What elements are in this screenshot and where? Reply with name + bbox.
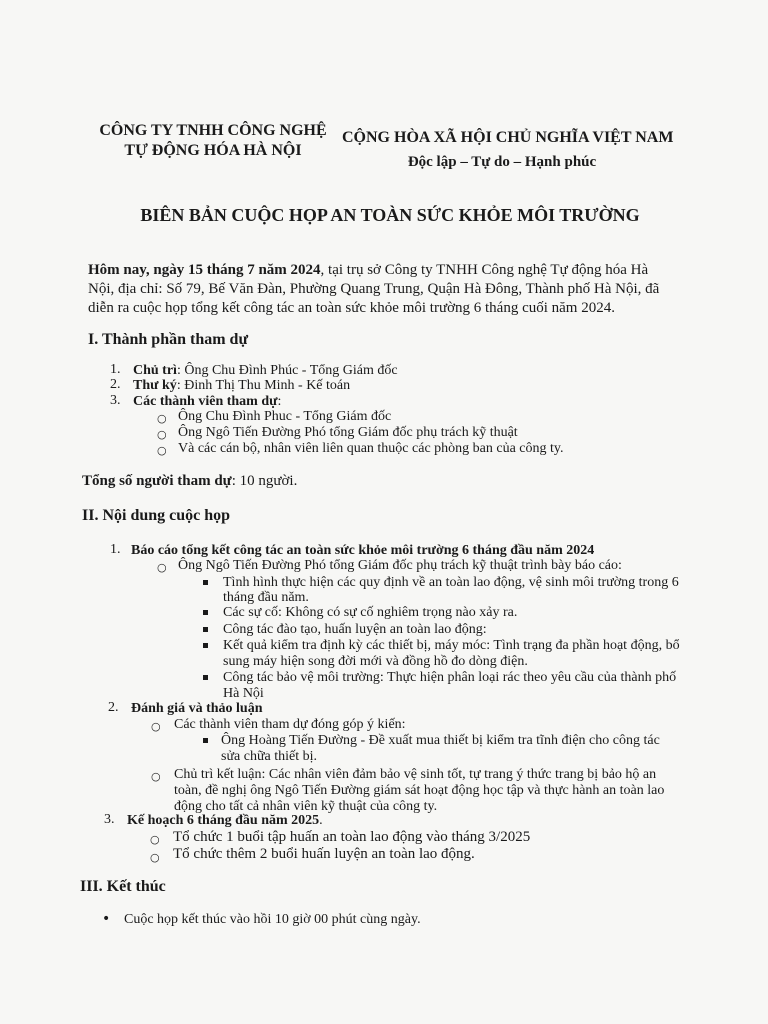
members-colon: : [277, 394, 282, 409]
list-number: 2. [108, 700, 119, 715]
circle-bullet-icon: ○ [157, 561, 167, 574]
attendee-total [82, 472, 297, 491]
company-name-line1: CÔNG TY TNHH CÔNG NGHỆ [99, 122, 327, 139]
report-point-line2: sung máy hiện song đời mới và đồng hồ đo dòng điện. [223, 654, 528, 669]
secretary-label: Thư ký [133, 378, 177, 393]
square-bullet-icon [203, 675, 208, 680]
circle-bullet-icon: ○ [150, 833, 160, 846]
plan-item: Tổ chức thêm 2 buổi huấn luyện an toàn lao động. [173, 846, 475, 862]
report-point-line1: Các sự cố: Không có sự cố nghiêm trọng nào xảy ra. [223, 605, 518, 620]
section-3-heading: III. Kết thúc [80, 878, 166, 895]
section-2-heading: II. Nội dung cuộc họp [82, 507, 231, 524]
circle-bullet-icon: ○ [157, 444, 167, 457]
report-point-line1: Tình hình thực hiện các quy định về an toàn lao động, vệ sinh môi trường trong 6 [223, 575, 679, 590]
proposal-line2: sửa chữa thiết bị. [221, 749, 318, 764]
intro-line-1-rest: , tại trụ sở Công ty TNHH Công nghệ Tự động hóa Hà [320, 262, 649, 278]
document-title: BIÊN BẢN CUỘC HỌP AN TOÀN SỨC KHỎE MÔI TRƯỜNG [140, 205, 640, 225]
members-label: Các thành viên tham dự [133, 394, 278, 409]
report-title: Báo cáo tổng kết công tác an toàn sức khỏe môi trường 6 tháng đầu năm 2024 [131, 543, 595, 558]
conclusion-line3: động cho tất cả nhân viên kỹ thuật của công ty. [174, 799, 438, 814]
report-point-line1: Công tác bảo vệ môi trường: Thực hiện phân loại rác theo yêu cầu của thành phố [223, 670, 677, 685]
section-1-heading: I. Thành phần tham dự [88, 331, 249, 348]
member-item: Ông Chu Đình Phuc - Tổng Giám đốc [178, 409, 392, 424]
conclusion-line2: toàn, đề nghị ông Ngô Tiến Đường giám sát hoạt động học tập và thực hành an toàn lao [174, 783, 665, 798]
report-point-line1: Kết quả kiểm tra định kỳ các thiết bị, máy móc: Tình trạng đa phần hoạt động, bổ [223, 638, 680, 653]
square-bullet-icon [203, 643, 208, 648]
list-number: 2. [110, 377, 121, 392]
circle-bullet-icon: ○ [151, 720, 161, 733]
list-number: 1. [110, 362, 121, 377]
intro-line-3: diễn ra cuộc họp tổng kết công tác an toàn sức khỏe môi trường 6 tháng cuối năm 2024. [88, 300, 615, 316]
closing-statement: Cuộc họp kết thúc vào hồi 10 giờ 00 phút cùng ngày. [124, 912, 421, 927]
secretary-value: : Đinh Thị Thu Minh - Kế toán [176, 378, 351, 393]
list-number: 3. [104, 812, 115, 827]
report-point-line2: tháng đầu năm. [223, 590, 309, 605]
attendee-total-value: : 10 người. [231, 473, 298, 489]
members-comment: Các thành viên tham dự đóng góp ý kiến: [174, 717, 406, 732]
square-bullet-icon [203, 738, 208, 743]
list-number: 3. [110, 393, 121, 408]
report-point-line1: Công tác đào tạo, huấn luyện an toàn lao động: [223, 622, 487, 637]
square-bullet-icon [203, 610, 208, 615]
plan-item: Tổ chức 1 buổi tập huấn an toàn lao động vào tháng 3/2025 [173, 829, 531, 845]
report-point-line2: Hà Nội [223, 686, 264, 701]
member-item: Ông Ngô Tiến Đường Phó tổng Giám đốc phụ trách kỹ thuật [178, 425, 518, 440]
meeting-date: Hôm nay, ngày 15 tháng 7 năm 2024 [88, 262, 321, 278]
chair-label: Chủ trì [133, 363, 177, 378]
circle-bullet-icon: ○ [151, 770, 161, 783]
intro-line-1 [88, 261, 648, 280]
chair-value: : Ông Chu Đình Phúc - Tổng Giám đốc [176, 363, 398, 378]
proposal-line1: Ông Hoàng Tiến Đường - Đề xuất mua thiết bị kiểm tra tĩnh điện cho công tác [221, 733, 660, 748]
attendee-total-label: Tổng số người tham dự [82, 473, 232, 489]
list-number: 1. [110, 542, 121, 557]
circle-bullet-icon: ○ [157, 428, 167, 441]
plan-title-suffix: . [319, 813, 323, 828]
intro-line-2: Nội, địa chỉ: Số 79, Bế Văn Đàn, Phường Quang Trung, Quận Hà Đông, Thành phố Hà Nội, đã [88, 281, 660, 297]
company-name-line2: TỰ ĐỘNG HÓA HÀ NỘI [124, 142, 302, 159]
bullet-icon: • [102, 911, 111, 927]
discussion-title: Đánh giá và thảo luận [131, 701, 263, 716]
conclusion-line1: Chủ trì kết luận: Các nhân viên đảm bảo vệ sinh tốt, tự trang ý thức trang bị bảo hộ an [174, 767, 657, 782]
national-motto: Độc lập – Tự do – Hạnh phúc [407, 154, 597, 170]
circle-bullet-icon: ○ [150, 851, 160, 864]
square-bullet-icon [203, 580, 208, 585]
plan-title-text: Kế hoạch 6 tháng đầu năm 2025 [127, 813, 320, 828]
report-presenter: Ông Ngô Tiến Đường Phó tổng Giám đốc phụ trách kỹ thuật trình bày báo cáo: [178, 558, 622, 573]
republic-title: CỘNG HÒA XÃ HỘI CHỦ NGHĨA VIỆT NAM [342, 129, 674, 146]
member-item: Và các cán bộ, nhân viên liên quan thuộc các phòng ban của công ty. [178, 441, 564, 456]
circle-bullet-icon: ○ [157, 412, 167, 425]
square-bullet-icon [203, 627, 208, 632]
